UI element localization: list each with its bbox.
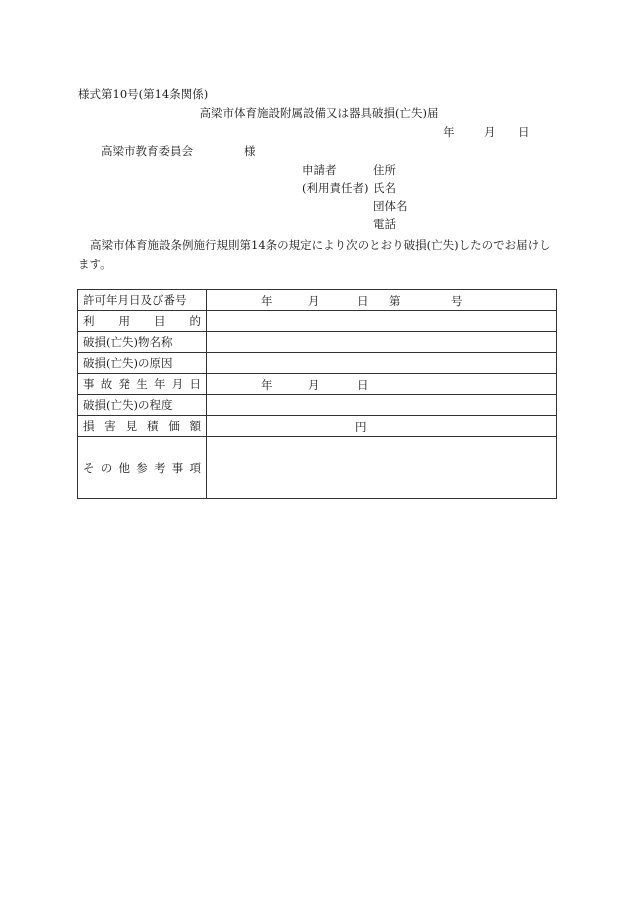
field-name-label: 氏名 bbox=[373, 181, 396, 195]
row-purpose bbox=[78, 311, 557, 332]
applicant-label: 申請者 bbox=[302, 163, 337, 177]
purpose-char: 利 bbox=[83, 314, 95, 328]
applicant-role: (利用責任者) bbox=[302, 181, 369, 195]
remarks-label bbox=[78, 437, 207, 499]
date-year: 年 bbox=[443, 125, 455, 139]
permit-label: 許可年月日及び番号 bbox=[78, 290, 207, 311]
permit-value[interactable] bbox=[207, 290, 557, 311]
date-day: 日 bbox=[518, 125, 530, 139]
accident-date-value[interactable] bbox=[207, 374, 557, 395]
addressee-honorific: 様 bbox=[244, 144, 256, 158]
accident-char: 発 bbox=[118, 377, 130, 391]
form-title: 高梁市体育施設附属設備又は器具破損(亡失)届 bbox=[199, 106, 439, 120]
remarks-value[interactable] bbox=[207, 437, 557, 499]
accident-char: 月 bbox=[171, 377, 184, 391]
date-month: 月 bbox=[484, 125, 496, 139]
cause-label: 破損(亡失)の原因 bbox=[78, 353, 207, 374]
row-accident-date bbox=[78, 374, 557, 395]
permit-go-unit: 号 bbox=[451, 294, 463, 308]
accident-char: 年 bbox=[154, 377, 166, 391]
accident-day-unit: 日 bbox=[357, 378, 369, 392]
row-extent bbox=[78, 395, 557, 416]
remarks-char: の bbox=[100, 460, 113, 475]
extent-label: 破損(亡失)の程度 bbox=[78, 395, 207, 416]
estimate-char: 害 bbox=[104, 419, 116, 433]
item-name-label: 破損(亡失)物名称 bbox=[78, 332, 207, 353]
permit-dai-unit: 第 bbox=[389, 294, 401, 308]
estimate-char: 損 bbox=[83, 419, 95, 433]
remarks-char: 他 bbox=[118, 460, 130, 475]
item-name-value[interactable] bbox=[207, 332, 557, 353]
estimate-char: 価 bbox=[168, 419, 180, 433]
field-address-label: 住所 bbox=[373, 163, 396, 177]
damage-report-table bbox=[77, 289, 557, 499]
estimate-value[interactable] bbox=[207, 416, 557, 437]
accident-char: 事 bbox=[83, 377, 95, 391]
permit-year-unit: 年 bbox=[261, 294, 273, 308]
permit-month-unit: 月 bbox=[308, 294, 320, 308]
remarks-char: 考 bbox=[154, 460, 166, 475]
estimate-char: 額 bbox=[189, 419, 201, 433]
extent-value[interactable] bbox=[207, 395, 557, 416]
field-phone-label: 電話 bbox=[373, 217, 396, 231]
accident-char: 故 bbox=[100, 377, 113, 391]
accident-date-label bbox=[78, 374, 207, 395]
accident-month-unit: 月 bbox=[308, 378, 320, 392]
purpose-char: 用 bbox=[118, 314, 130, 328]
row-permit bbox=[78, 290, 557, 311]
estimate-char: 見 bbox=[125, 419, 138, 433]
statement-paragraph: 高梁市体育施設条例施行規則第14条の規定により次のとおり破損(亡失)したのでお届けします。 bbox=[78, 238, 551, 271]
row-remarks bbox=[78, 437, 557, 499]
row-item-name bbox=[78, 332, 557, 353]
accident-year-unit: 年 bbox=[261, 378, 273, 392]
remarks-char: 事 bbox=[171, 460, 184, 475]
purpose-char: 的 bbox=[189, 314, 201, 328]
purpose-label bbox=[78, 311, 207, 332]
purpose-value[interactable] bbox=[207, 311, 557, 332]
accident-char: 日 bbox=[189, 377, 201, 391]
estimate-yen-unit: 円 bbox=[355, 420, 367, 434]
remarks-char: 参 bbox=[136, 460, 148, 475]
row-estimate bbox=[78, 416, 557, 437]
permit-day-unit: 日 bbox=[357, 294, 369, 308]
estimate-label bbox=[78, 416, 207, 437]
accident-char: 生 bbox=[136, 377, 148, 391]
cause-value[interactable] bbox=[207, 353, 557, 374]
purpose-char: 目 bbox=[154, 314, 166, 328]
row-cause bbox=[78, 353, 557, 374]
addressee-name: 高梁市教育委員会 bbox=[101, 144, 193, 158]
field-organization-label: 団体名 bbox=[373, 199, 408, 213]
submission-date bbox=[443, 125, 530, 139]
remarks-char: 項 bbox=[189, 460, 201, 475]
form-number: 様式第10号(第14条関係) bbox=[78, 87, 209, 101]
estimate-char: 積 bbox=[146, 419, 159, 433]
remarks-char: そ bbox=[83, 460, 95, 475]
